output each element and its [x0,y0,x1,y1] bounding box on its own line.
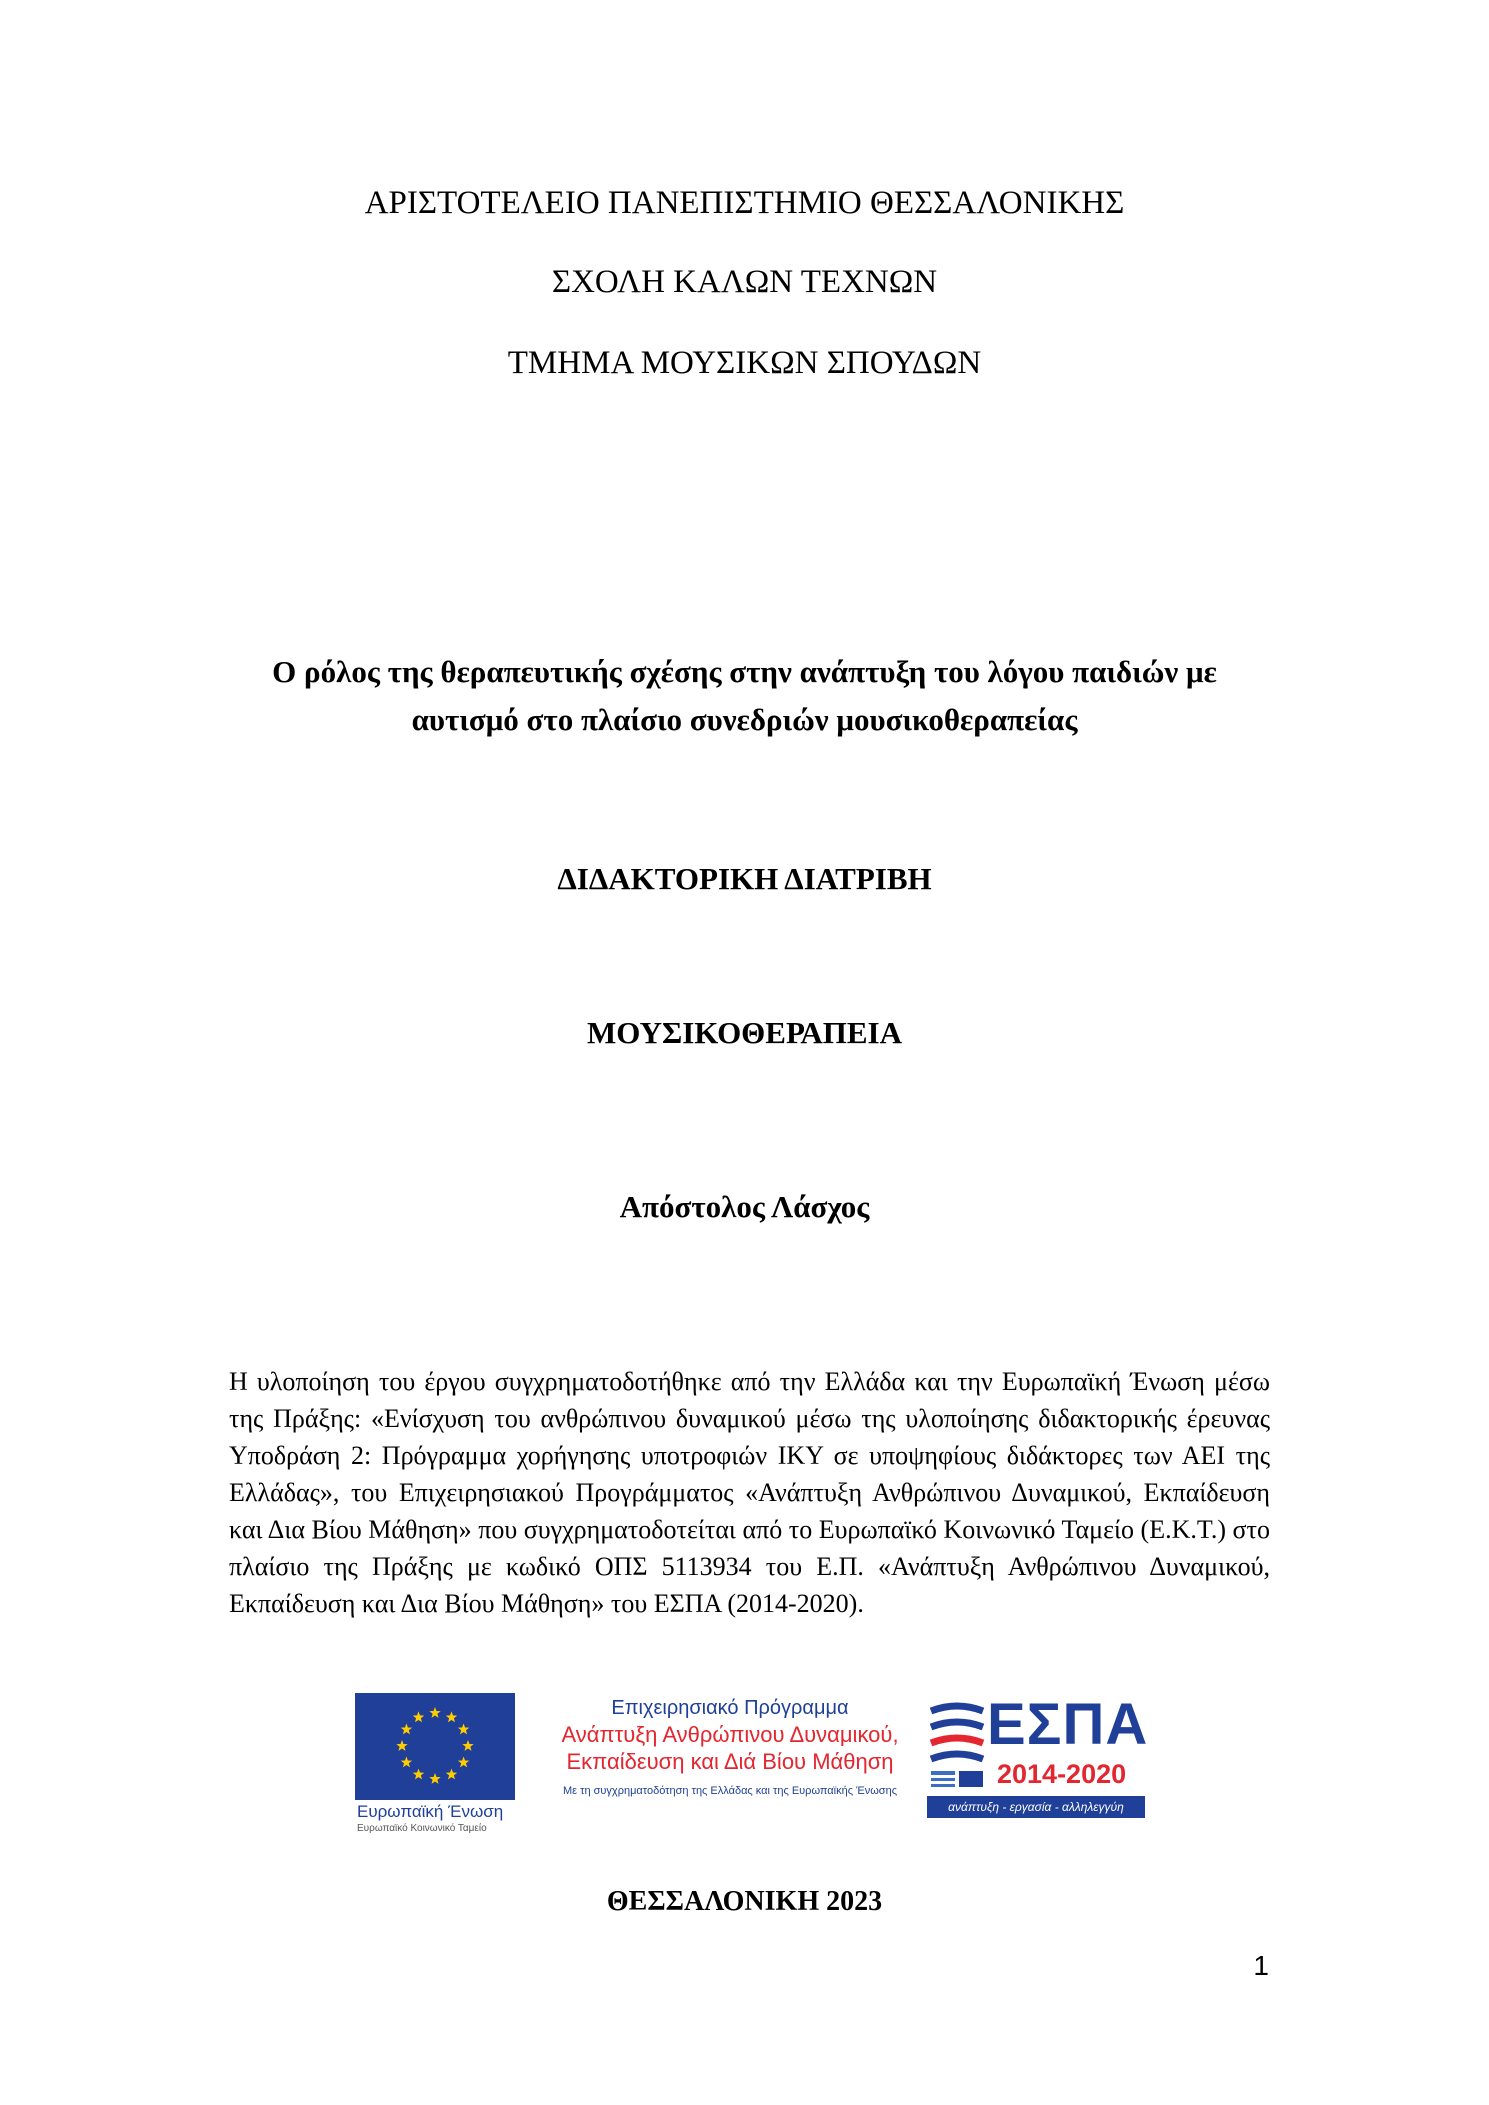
thesis-title-line-2: αυτισμό στο πλαίσιο συνεδριών μουσικοθεραπείας [411,702,1078,737]
author-name: Απόστολος Λάσχος [619,1189,870,1224]
op-logo-line-4: Με τη συγχρηματοδότηση της Ελλάδας και της Ευρωπαϊκής Ένωσης [562,1785,898,1797]
espa-years: 2014-2020 [997,1759,1127,1789]
eu-star-icon [429,1707,440,1718]
thesis-title-line-1: Ο ρόλος της θεραπευτικής σχέσης στην ανάπτυξη του λόγου παιδιών με [272,654,1217,689]
eu-logo [355,1693,517,1835]
eu-logo-subtitle: Ευρωπαϊκό Κοινωνικό Ταμείο [357,1823,487,1834]
op-logo-line-2: Ανάπτυξη Ανθρώπινου Δυναμικού, [561,1722,899,1747]
espa-waves-icon [927,1697,987,1797]
eu-star-icon [462,1740,473,1751]
eu-star-icon [413,1769,424,1780]
eu-star-icon [401,1757,412,1768]
eu-flag-icon [355,1693,515,1800]
operational-programme-logo [535,1695,925,1825]
page-number: 1 [1253,1950,1269,1981]
espa-logo [927,1692,1149,1821]
university-name: ΑΡΙΣΤΟΤΕΛΕΙΟ ΠΑΝΕΠΙΣΤΗΜΙΟ ΘΕΣΣΑΛΟΝΙΚΗΣ [364,185,1125,221]
field-of-study: ΜΟΥΣΙΚΟΘΕΡΑΠΕΙΑ [587,1015,902,1050]
funding-logos [355,1692,1149,1835]
eu-star-icon [446,1769,457,1780]
eu-star-icon [429,1773,440,1784]
place-and-year: ΘΕΣΣΑΛΟΝΙΚΗ 2023 [606,1886,883,1917]
eu-star-icon [458,1757,469,1768]
document-type: ΔΙΔΑΚΤΟΡΙΚΗ ΔΙΑΤΡΙΒΗ [557,861,932,896]
op-logo-line-1: Επιχειρησιακό Πρόγραμμα [611,1697,849,1719]
school-name: ΣΧΟΛΗ ΚΑΛΩΝ ΤΕΧΝΩΝ [551,264,938,300]
thesis-title [0,648,1489,744]
eu-star-icon [413,1711,424,1722]
funding-statement: Η υλοποίηση του έργου συγχρηματοδοτήθηκε από την Ελλάδα και την Ευρωπαϊκή Ένωση μέσω της Πράξης: «Ενίσχυση του ανθρώπινου δυναμικού μέσω της υλοποίησης διδακτορικής έρευνας Υποδράση 2: Πρόγραμμα χορήγησης υποτροφιών ΙΚΥ σε υποψηφίους διδάκτορες των ΑΕΙ της Ελλάδας», του Επιχειρησιακού Προγράμματος «Ανάπτυξη Ανθρώπινου Δυναμικού, Εκπαίδευση και Δια Βίου Μάθηση» που συγχρηματοδοτείται από το Ευρωπαϊκό Κοινωνικό Ταμείο (Ε.Κ.Τ.) στο πλαίσιο της Πράξης με κωδικό ΟΠΣ 5113934 του Ε.Π. «Ανάπτυξη Ανθρώπινου Δυναμικού, Εκπαίδευση και Δια Βίου Μάθηση» του ΕΣΠΑ (2014-2020). [229,1367,1270,1618]
espa-slogan: ανάπτυξη - εργασία - αλληλεγγύη [927,1796,1145,1818]
espa-wordmark: ΕΣΠΑ [987,1692,1149,1757]
op-logo-line-3: Εκπαίδευση και Διά Βίου Μάθηση [566,1749,894,1774]
eu-star-icon [396,1740,407,1751]
eu-logo-name: Ευρωπαϊκή Ένωση [357,1802,504,1821]
eu-star-icon [446,1711,457,1722]
eu-star-icon [401,1724,412,1735]
department-name: ΤΜΗΜΑ ΜΟΥΣΙΚΩΝ ΣΠΟΥΔΩΝ [507,345,982,381]
eu-star-icon [458,1724,469,1735]
